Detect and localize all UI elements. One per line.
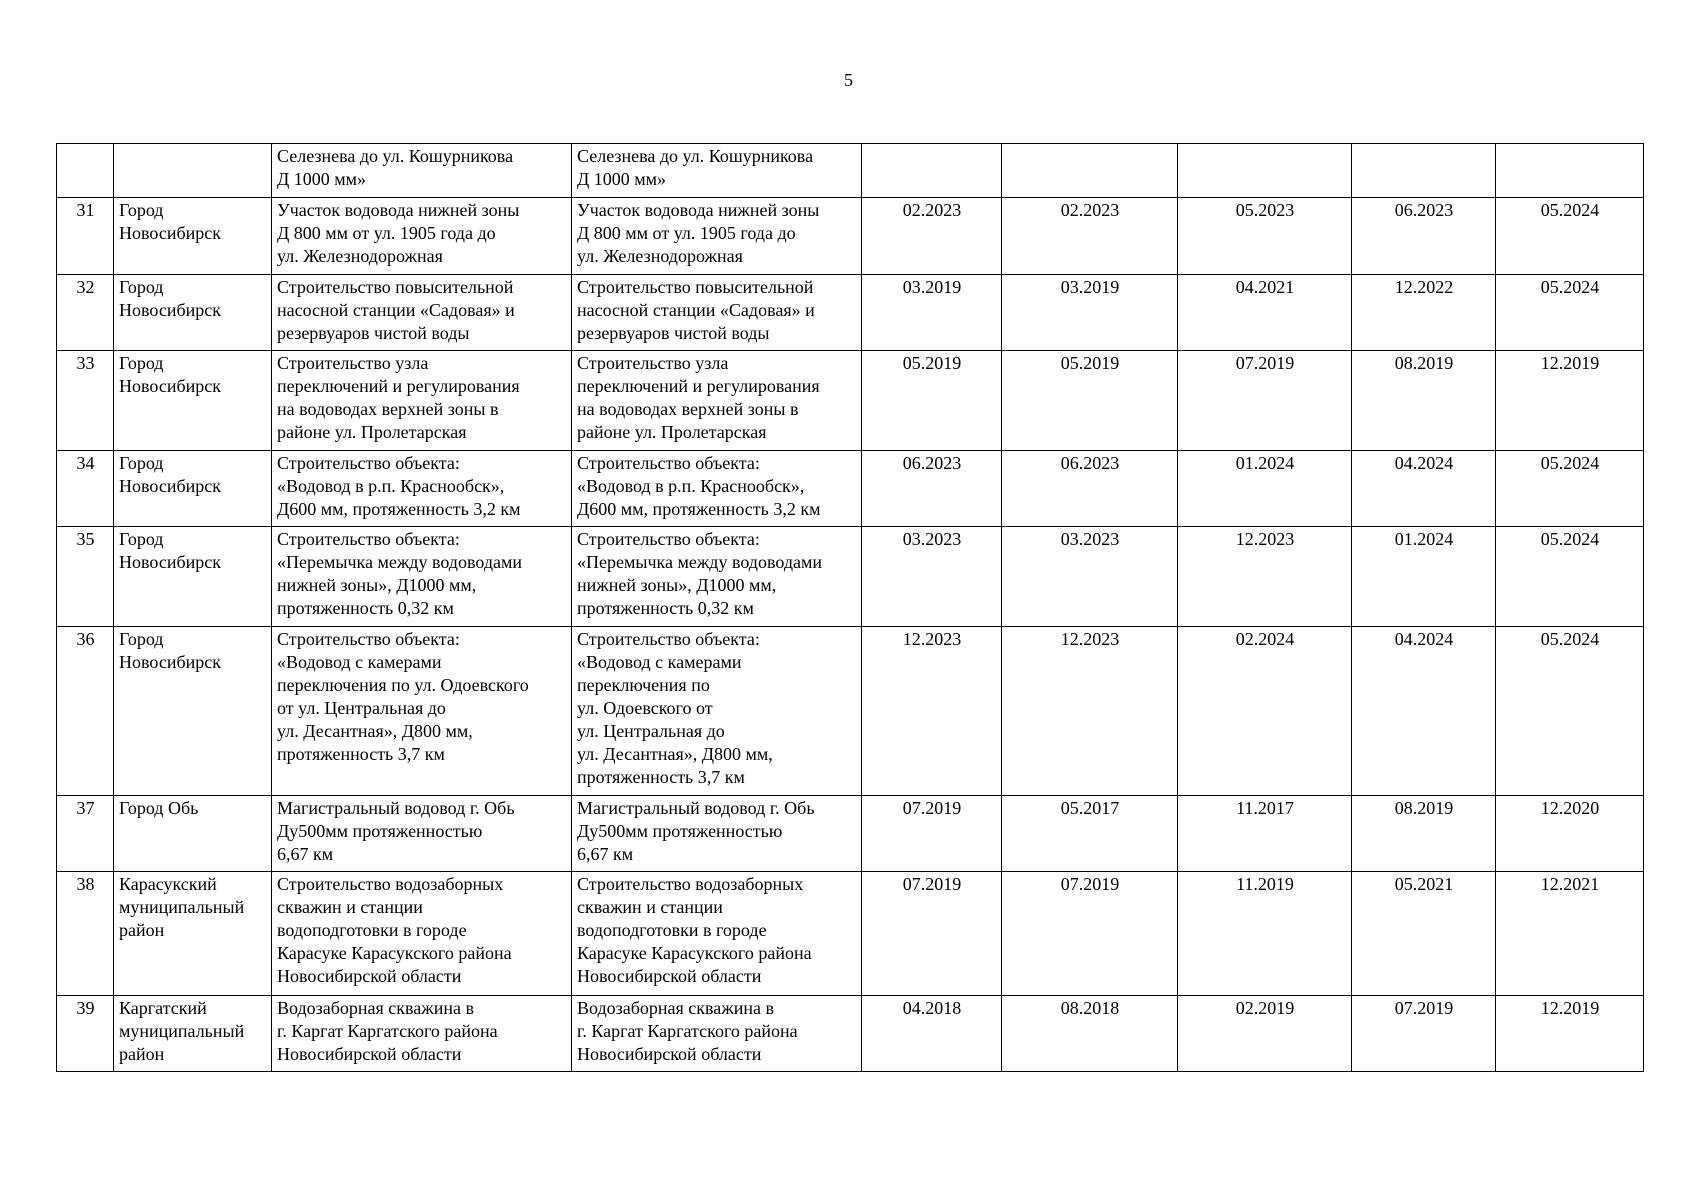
object-name-cell: Строительство водозаборных скважин и станции водоподготовки в городе Карасуке Карасукского района Новосибирской области <box>272 872 572 996</box>
date-cell-2: 03.2023 <box>1002 527 1178 627</box>
page-number: 5 <box>844 70 853 90</box>
date-cell-3: 11.2019 <box>1178 872 1352 996</box>
row-number: 35 <box>57 527 114 627</box>
date-cell-4: 08.2019 <box>1352 796 1496 872</box>
date-cell-5: 05.2024 <box>1496 275 1644 351</box>
municipality-cell: Город Новосибирск <box>114 627 272 796</box>
municipality-cell: Город Новосибирск <box>114 451 272 527</box>
municipality-cell: Город Новосибирск <box>114 351 272 451</box>
table-row <box>57 451 1644 527</box>
date-cell-5: 12.2021 <box>1496 872 1644 996</box>
date-cell-5 <box>1496 144 1644 198</box>
municipality-cell: Город Новосибирск <box>114 527 272 627</box>
table-row <box>57 144 1644 198</box>
date-cell-1: 03.2019 <box>862 275 1002 351</box>
object-name-cell: Строительство объекта: «Водовод с камерами переключения по ул. Одоевского от ул. Центральная до ул. Десантная», Д800 мм, протяженность 3,7 км <box>272 627 572 796</box>
table-row <box>57 351 1644 451</box>
date-cell-1: 07.2019 <box>862 872 1002 996</box>
date-cell-2: 02.2023 <box>1002 198 1178 275</box>
object-name-cell: Водозаборная скважина в г. Каргат Каргатского района Новосибирской области <box>272 996 572 1072</box>
table-row <box>57 627 1644 796</box>
date-cell-5: 05.2024 <box>1496 451 1644 527</box>
date-cell-4: 12.2022 <box>1352 275 1496 351</box>
object-name-duplicate-cell: Строительство объекта: «Перемычка между водоводами нижней зоны», Д1000 мм, протяженность 0,32 км <box>572 527 862 627</box>
date-cell-3: 02.2024 <box>1178 627 1352 796</box>
date-cell-1: 12.2023 <box>862 627 1002 796</box>
municipality-cell: Каргатский муниципальный район <box>114 996 272 1072</box>
row-number: 38 <box>57 872 114 996</box>
date-cell-5: 05.2024 <box>1496 527 1644 627</box>
date-cell-2: 07.2019 <box>1002 872 1178 996</box>
table-row <box>57 198 1644 275</box>
date-cell-4: 04.2024 <box>1352 627 1496 796</box>
municipality-cell <box>114 144 272 198</box>
object-name-duplicate-cell: Строительство водозаборных скважин и станции водоподготовки в городе Карасуке Карасукского района Новосибирской области <box>572 872 862 996</box>
table-row <box>57 796 1644 872</box>
object-name-cell: Селезнева до ул. Кошурникова Д 1000 мм» <box>272 144 572 198</box>
date-cell-3: 07.2019 <box>1178 351 1352 451</box>
date-cell-5: 12.2020 <box>1496 796 1644 872</box>
objects-table <box>56 143 1644 1072</box>
date-cell-5: 12.2019 <box>1496 996 1644 1072</box>
date-cell-3: 04.2021 <box>1178 275 1352 351</box>
date-cell-3: 02.2019 <box>1178 996 1352 1072</box>
date-cell-4: 04.2024 <box>1352 451 1496 527</box>
date-cell-3: 01.2024 <box>1178 451 1352 527</box>
date-cell-2: 05.2019 <box>1002 351 1178 451</box>
table-row <box>57 275 1644 351</box>
date-cell-1: 05.2019 <box>862 351 1002 451</box>
object-name-cell: Участок водовода нижней зоны Д 800 мм от ул. 1905 года до ул. Железнодорожная <box>272 198 572 275</box>
date-cell-1: 04.2018 <box>862 996 1002 1072</box>
date-cell-4: 06.2023 <box>1352 198 1496 275</box>
date-cell-1 <box>862 144 1002 198</box>
date-cell-4: 08.2019 <box>1352 351 1496 451</box>
object-name-cell: Строительство узла переключений и регулирования на водоводах верхней зоны в районе ул. Пролетарская <box>272 351 572 451</box>
date-cell-4: 05.2021 <box>1352 872 1496 996</box>
date-cell-2: 03.2019 <box>1002 275 1178 351</box>
object-name-cell: Строительство повысительной насосной станции «Садовая» и резервуаров чистой воды <box>272 275 572 351</box>
row-number: 36 <box>57 627 114 796</box>
object-name-duplicate-cell: Селезнева до ул. Кошурникова Д 1000 мм» <box>572 144 862 198</box>
date-cell-1: 02.2023 <box>862 198 1002 275</box>
object-name-cell: Строительство объекта: «Водовод в р.п. Краснообск», Д600 мм, протяженность 3,2 км <box>272 451 572 527</box>
date-cell-3: 12.2023 <box>1178 527 1352 627</box>
table-row <box>57 527 1644 627</box>
date-cell-3 <box>1178 144 1352 198</box>
date-cell-1: 03.2023 <box>862 527 1002 627</box>
object-name-duplicate-cell: Участок водовода нижней зоны Д 800 мм от ул. 1905 года до ул. Железнодорожная <box>572 198 862 275</box>
row-number: 37 <box>57 796 114 872</box>
date-cell-5: 05.2024 <box>1496 627 1644 796</box>
date-cell-4 <box>1352 144 1496 198</box>
date-cell-2 <box>1002 144 1178 198</box>
object-name-duplicate-cell: Строительство объекта: «Водовод с камерами переключения по ул. Одоевского от ул. Центральная до ул. Десантная», Д800 мм, протяженность 3,7 км <box>572 627 862 796</box>
date-cell-4: 01.2024 <box>1352 527 1496 627</box>
date-cell-3: 05.2023 <box>1178 198 1352 275</box>
row-number: 32 <box>57 275 114 351</box>
object-name-duplicate-cell: Водозаборная скважина в г. Каргат Каргатского района Новосибирской области <box>572 996 862 1072</box>
municipality-cell: Город Новосибирск <box>114 198 272 275</box>
date-cell-2: 06.2023 <box>1002 451 1178 527</box>
object-name-cell: Строительство объекта: «Перемычка между водоводами нижней зоны», Д1000 мм, протяженность 0,32 км <box>272 527 572 627</box>
row-number <box>57 144 114 198</box>
date-cell-2: 08.2018 <box>1002 996 1178 1072</box>
date-cell-3: 11.2017 <box>1178 796 1352 872</box>
date-cell-2: 12.2023 <box>1002 627 1178 796</box>
object-name-duplicate-cell: Магистральный водовод г. Обь Ду500мм протяженностью 6,67 км <box>572 796 862 872</box>
object-name-duplicate-cell: Строительство объекта: «Водовод в р.п. Краснообск», Д600 мм, протяженность 3,2 км <box>572 451 862 527</box>
date-cell-1: 07.2019 <box>862 796 1002 872</box>
row-number: 33 <box>57 351 114 451</box>
municipality-cell: Город Обь <box>114 796 272 872</box>
object-name-cell: Магистральный водовод г. Обь Ду500мм протяженностью 6,67 км <box>272 796 572 872</box>
date-cell-1: 06.2023 <box>862 451 1002 527</box>
row-number: 34 <box>57 451 114 527</box>
date-cell-2: 05.2017 <box>1002 796 1178 872</box>
date-cell-4: 07.2019 <box>1352 996 1496 1072</box>
municipality-cell: Город Новосибирск <box>114 275 272 351</box>
municipality-cell: Карасукский муниципальный район <box>114 872 272 996</box>
table-row <box>57 996 1644 1072</box>
table-row <box>57 872 1644 996</box>
row-number: 31 <box>57 198 114 275</box>
date-cell-5: 05.2024 <box>1496 198 1644 275</box>
object-name-duplicate-cell: Строительство узла переключений и регулирования на водоводах верхней зоны в районе ул. Пролетарская <box>572 351 862 451</box>
row-number: 39 <box>57 996 114 1072</box>
object-name-duplicate-cell: Строительство повысительной насосной станции «Садовая» и резервуаров чистой воды <box>572 275 862 351</box>
date-cell-5: 12.2019 <box>1496 351 1644 451</box>
